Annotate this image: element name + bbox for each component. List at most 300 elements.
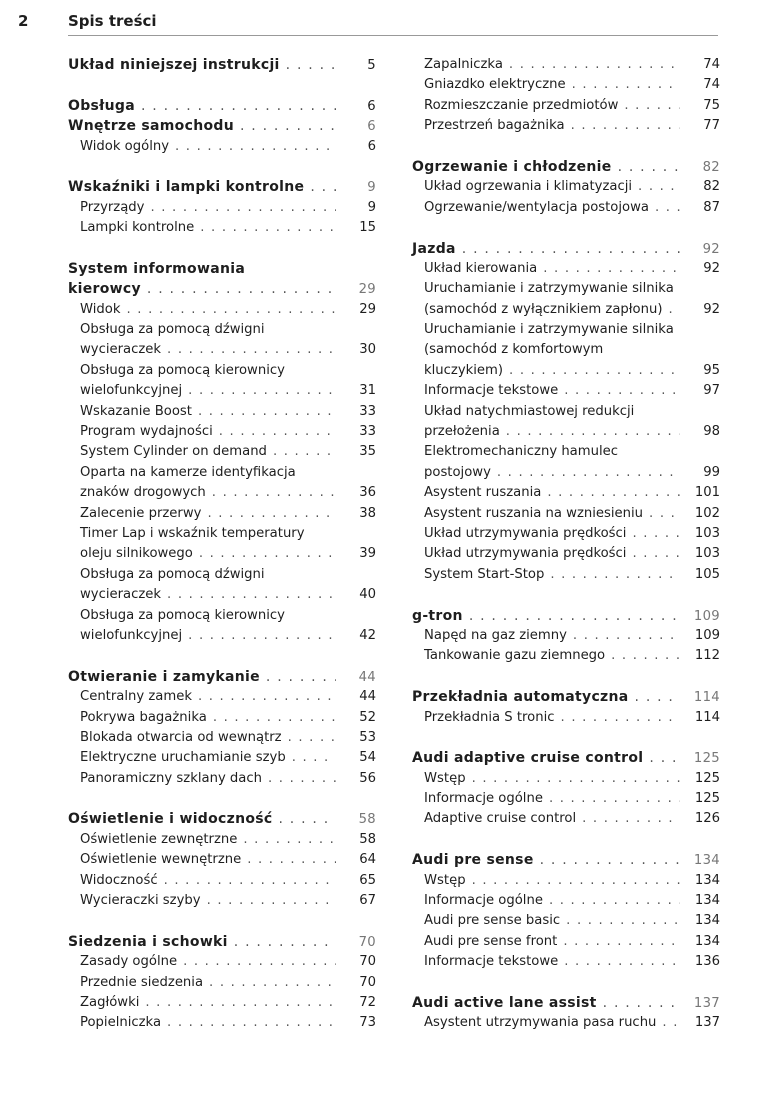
toc-entry [68,320,376,340]
toc-entry[interactable] [412,361,720,381]
section-title: Siedzenia i schowki [68,933,228,950]
toc-entry[interactable] [412,565,720,585]
entry-title: Zapalniczka [424,57,503,72]
page-ref: 77 [703,118,720,134]
toc-entry[interactable] [68,728,376,748]
toc-section-entry[interactable] [412,606,720,626]
dot-leader [280,55,336,75]
entry-title: Rozmieszczanie przedmiotów [424,97,619,113]
page-ref: 134 [693,853,720,869]
dot-leader [463,606,680,626]
page-ref: 97 [703,383,720,399]
page-ref: 9 [367,199,376,215]
entry-title: Obsługa za pomocą kierownicy [80,362,285,378]
entry-title: Układ ogrzewania i klimatyzacji [424,179,633,195]
dot-leader [121,300,337,320]
entry-title: Widoczność [80,872,158,888]
page-ref: 134 [694,933,720,949]
entry-title: Oświetlenie wewnętrzne [80,852,242,868]
toc-entry[interactable] [412,952,720,972]
dot-leader [158,871,336,891]
dot-leader [237,830,336,850]
toc-entry[interactable] [68,422,376,442]
entry-title: Układ natychmiastowej redukcji [424,403,635,419]
dot-leader [194,218,336,238]
toc-entry[interactable] [68,544,376,564]
page-ref: 6 [367,138,376,154]
page-ref: 137 [693,995,720,1011]
dot-leader [144,198,336,218]
toc-entry[interactable] [68,708,376,728]
section-spacer [412,137,720,157]
entry-title: Popielniczka [80,1015,162,1031]
page-ref: 33 [359,424,376,440]
section-spacer [68,75,376,95]
toc-entry[interactable] [412,871,720,891]
dot-leader [161,340,336,360]
entry-title: wielofunkcyjnej [80,383,183,399]
entry-title: Informacje ogólne [424,791,543,807]
page-ref: 39 [359,546,376,562]
toc-entry[interactable] [68,218,376,238]
entry-title: Wycieraczki szyby [80,893,201,909]
section-spacer [68,789,376,809]
toc-entry[interactable] [412,300,720,320]
page-ref: 74 [703,57,720,72]
page-ref: 98 [703,424,720,440]
page-ref: 67 [359,893,376,909]
dot-leader [192,402,336,422]
page-ref: 44 [359,689,376,705]
page-ref: 72 [359,994,376,1010]
entry-title: Oświetlenie zewnętrzne [80,831,238,847]
dot-leader [503,55,680,75]
entry-title: Układ utrzymywania prędkości [424,546,627,562]
page-ref: 6 [367,119,376,135]
toc-entry[interactable] [68,748,376,768]
dot-leader [177,952,336,972]
dot-leader [182,626,336,646]
toc-entry[interactable] [412,198,720,218]
dot-leader [466,871,680,891]
toc-entry[interactable] [412,524,720,544]
page-ref: 82 [703,179,720,195]
page-ref: 126 [694,811,720,827]
toc-entry[interactable] [68,340,376,360]
entry-title: Informacje tekstowe [424,383,559,399]
toc-entry[interactable] [412,381,720,401]
toc-column-left [68,55,376,1034]
toc-entry[interactable] [412,646,720,666]
toc-entry[interactable] [68,973,376,993]
section-title: kierowcy [68,281,141,298]
toc-section-entry[interactable] [68,116,376,136]
page-ref: 105 [694,566,720,582]
toc-entry[interactable] [68,137,376,157]
section-spacer [412,728,720,748]
page-ref: 82 [702,159,720,175]
dot-leader [567,626,680,646]
page-ref: 134 [694,872,720,888]
dot-leader [566,75,680,95]
entry-title: Obsługa za pomocą kierownicy [80,607,285,623]
dot-leader [304,177,336,197]
page-ref: 109 [693,608,720,624]
dot-leader [135,96,336,116]
page-ref: 114 [694,709,720,725]
entry-title: Zalecenie przerwy [80,505,202,521]
section-spacer [412,585,720,605]
dot-leader [649,198,680,218]
section-spacer [68,911,376,931]
entry-title: Blokada otwarcia od wewnątrz [80,729,282,745]
dot-leader [161,585,336,605]
dot-leader [161,1013,336,1033]
entry-title: (samochód z wyłącznikiem zapłonu) [424,301,663,317]
page-ref: 109 [694,627,720,643]
toc-entry[interactable] [68,381,376,401]
entry-title: Centralny zamek [80,689,192,705]
section-title: Przekładnia automatyczna [412,689,629,706]
page-ref: 70 [358,934,376,950]
page-ref: 38 [359,505,376,521]
toc-section-entry[interactable] [412,687,720,707]
toc-entry[interactable] [412,96,720,116]
toc-entry[interactable] [68,585,376,605]
page-ref: 29 [358,282,376,298]
entry-title: Tankowanie gazu ziemnego [424,648,606,664]
page-ref: 125 [694,770,720,786]
page-ref: 92 [702,241,720,257]
dot-leader [282,728,336,748]
page-ref: 54 [359,750,376,766]
toc-entry [412,340,720,360]
dot-leader [534,850,680,870]
entry-title: Audi pre sense basic [424,913,561,929]
toc-entry[interactable] [68,871,376,891]
page-ref: 36 [359,485,376,501]
dot-leader [234,116,336,136]
entry-title: Układ kierowania [424,260,538,276]
toc-entry [68,565,376,585]
toc-entry[interactable] [412,626,720,646]
dot-leader [555,708,680,728]
toc-entry[interactable] [412,911,720,931]
entry-title: Asystent utrzymywania pasa ruchu [424,1015,657,1031]
dot-leader [662,300,680,320]
section-spacer [412,830,720,850]
entry-title: System Cylinder on demand [80,444,267,460]
page-ref: 40 [359,587,376,603]
toc-entry[interactable] [412,55,720,75]
toc-section-entry[interactable] [68,809,376,829]
entry-title: Zasady ogólne [80,954,178,970]
section-title: g-tron [412,607,463,624]
entry-title: Wstęp [424,872,466,888]
entry-title: wycieraczek [80,342,162,358]
dot-leader [543,789,680,809]
dot-leader [286,748,336,768]
dot-leader [169,137,336,157]
section-title: Układ niniejszej instrukcji [68,57,280,73]
toc-section-entry[interactable] [412,157,720,177]
entry-title: System Start-Stop [424,566,545,582]
entry-title: (samochód z komfortowym [424,342,604,358]
toc-entry[interactable] [412,259,720,279]
toc-entry[interactable] [412,809,720,829]
toc-entry[interactable] [412,891,720,911]
dot-leader [612,157,680,177]
section-title: Audi active lane assist [412,994,597,1011]
page-ref: 30 [359,342,376,358]
toc-entry[interactable] [68,442,376,462]
dot-leader [643,748,680,768]
toc-entry[interactable] [412,544,720,564]
entry-title: Widok ogólny [80,138,170,154]
dot-leader [201,504,336,524]
toc-section-entry[interactable] [412,239,720,259]
entry-title: Asystent ruszania na wzniesieniu [424,505,644,521]
toc-entry[interactable] [68,483,376,503]
entry-title: Gniazdko elektryczne [424,77,566,93]
entry-title: Wstęp [424,770,466,786]
toc-entry[interactable] [68,830,376,850]
page-ref: 112 [694,648,720,664]
page-ref: 42 [359,627,376,643]
dot-leader [500,422,680,442]
dot-leader [456,239,680,259]
entry-title: Przestrzeń bagażnika [424,118,565,134]
toc-section-entry[interactable] [412,748,720,768]
toc-entry[interactable] [412,932,720,952]
section-spacer [68,646,376,666]
page-ref: 137 [694,1015,720,1031]
page-ref: 114 [693,690,720,706]
page-ref: 102 [694,505,720,521]
page-ref: 70 [359,954,376,970]
page-title: Spis treści [68,12,157,30]
toc-entry[interactable] [68,769,376,789]
dot-leader [267,442,336,462]
page-ref: 73 [359,1015,376,1031]
dot-leader [241,850,336,870]
dot-leader [491,463,680,483]
dot-leader [558,952,680,972]
page-ref: 65 [359,872,376,888]
entry-title: Asystent ruszania [424,485,542,501]
toc-section-entry[interactable] [412,993,720,1013]
toc-entry[interactable] [412,789,720,809]
section-title: Ogrzewanie i chłodzenie [412,158,612,175]
section-spacer [412,973,720,993]
dot-leader [643,504,680,524]
page-ref: 9 [367,180,376,196]
toc-entry[interactable] [412,1013,720,1033]
page-ref: 95 [703,362,720,378]
toc-entry [68,463,376,483]
dot-leader [262,769,336,789]
page-ref: 29 [359,301,376,317]
page-ref: 58 [359,831,376,847]
page-ref: 64 [359,852,376,868]
page-ref: 75 [703,97,720,113]
toc-entry [68,606,376,626]
toc-entry [412,279,720,299]
dot-leader [597,993,680,1013]
section-title: Audi adaptive cruise control [412,750,644,767]
page-ref: 35 [359,444,376,460]
toc-entry [412,320,720,340]
header-divider [68,35,718,36]
entry-title: Audi pre sense front [424,933,558,949]
entry-title: postojowy [424,464,491,480]
toc-entry [68,361,376,381]
entry-title: przełożenia [424,424,500,440]
dot-leader [557,932,680,952]
toc-section-entry[interactable] [412,850,720,870]
dot-leader [626,544,680,564]
page-ref: 44 [358,669,376,685]
dot-leader [206,483,336,503]
dot-leader [273,809,337,829]
dot-leader [632,177,680,197]
dot-leader [466,769,680,789]
toc-entry[interactable] [412,177,720,197]
section-title: Oświetlenie i widoczność [68,811,273,828]
toc-entry [68,524,376,544]
dot-leader [629,687,680,707]
entry-title: Układ utrzymywania prędkości [424,525,627,541]
toc-section-entry[interactable] [68,932,376,952]
entry-title: Napęd na gaz ziemny [424,627,567,643]
section-title: Jazda [412,240,456,257]
entry-title: wielofunkcyjnej [80,627,183,643]
entry-title: Obsługa za pomocą dźwigni [80,322,265,338]
toc-entry[interactable] [412,708,720,728]
page-ref: 56 [359,770,376,786]
section-title: Wskaźniki i lampki kontrolne [68,179,305,196]
toc-entry [412,442,720,462]
dot-leader [228,932,336,952]
entry-title: Wskazanie Boost [80,403,192,419]
toc-entry[interactable] [68,891,376,911]
toc-section-entry[interactable] [68,177,376,197]
entry-title: Przednie siedzenia [80,974,204,990]
dot-leader [139,993,336,1013]
page-ref: 33 [359,403,376,419]
dot-leader [626,524,680,544]
page-ref: 5 [367,58,376,73]
dot-leader [213,422,336,442]
toc-section-entry[interactable] [68,279,376,299]
entry-title: Obsługa za pomocą dźwigni [80,566,265,582]
dot-leader [543,891,680,911]
entry-title: Przekładnia S tronic [424,709,555,725]
toc-entry[interactable] [68,1013,376,1033]
dot-leader [576,809,680,829]
dot-leader [656,1013,680,1033]
dot-leader [192,687,336,707]
entry-title: Oparta na kamerze identyfikacja [80,464,296,480]
section-title: Audi pre sense [412,852,534,869]
entry-title: kluczykiem) [424,362,504,378]
section-spacer [412,667,720,687]
section-spacer [68,239,376,259]
toc-section-entry[interactable] [68,667,376,687]
toc-entry[interactable] [68,402,376,422]
page-ref: 31 [359,383,376,399]
entry-title: Widok [80,301,121,317]
dot-leader [605,646,680,666]
toc-entry[interactable] [68,198,376,218]
entry-title: Pokrywa bagażnika [80,709,207,725]
page-ref: 58 [358,812,376,828]
page-ref: 15 [359,220,376,236]
page-ref: 125 [694,791,720,807]
section-title: System informowania [68,260,246,277]
toc-entry[interactable] [412,422,720,442]
entry-title: Ogrzewanie/wentylacja postojowa [424,199,649,215]
page-ref: 52 [359,709,376,725]
section-spacer [68,157,376,177]
entry-title: Informacje tekstowe [424,954,559,970]
toc-entry[interactable] [68,993,376,1013]
toc-section-entry[interactable] [68,55,376,75]
toc-entry[interactable] [412,769,720,789]
toc-entry[interactable] [412,463,720,483]
page-ref: 103 [694,546,720,562]
toc-entry[interactable] [68,300,376,320]
entry-title: Timer Lap i wskaźnik temperatury [80,525,305,541]
dot-leader [182,381,336,401]
page-ref: 6 [367,98,376,114]
page-ref: 92 [703,260,720,276]
dot-leader [565,116,680,136]
entry-title: Uruchamianie i zatrzymywanie silnika [424,281,674,297]
dot-leader [618,96,680,116]
toc-entry[interactable] [412,116,720,136]
dot-leader [203,973,336,993]
toc-section-entry[interactable] [68,96,376,116]
entry-title: Adaptive cruise control [424,811,577,827]
page-ref: 87 [703,199,720,215]
entry-title: Elektromechaniczny hamulec [424,444,618,460]
page-number: 2 [18,12,29,30]
entry-title: Uruchamianie i zatrzymywanie silnika [424,322,674,338]
entry-title: znaków drogowych [80,485,206,501]
page-ref: 125 [693,751,720,767]
page-ref: 70 [359,974,376,990]
toc-entry[interactable] [68,952,376,972]
page-ref: 74 [703,77,720,93]
toc-entry[interactable] [68,626,376,646]
toc-entry[interactable] [412,504,720,524]
toc-entry[interactable] [68,504,376,524]
toc-entry[interactable] [68,687,376,707]
page-ref: 134 [694,913,720,929]
page-ref: 99 [703,464,720,480]
toc-entry[interactable] [68,850,376,870]
toc-entry[interactable] [412,483,720,503]
section-title: Obsługa [68,97,135,114]
toc-entry[interactable] [412,75,720,95]
page-ref: 53 [359,729,376,745]
dot-leader [207,708,336,728]
page-ref: 134 [694,893,720,909]
entry-title: Informacje ogólne [424,893,543,909]
toc-section-entry [68,259,376,279]
entry-title: Panoramiczny szklany dach [80,770,262,786]
